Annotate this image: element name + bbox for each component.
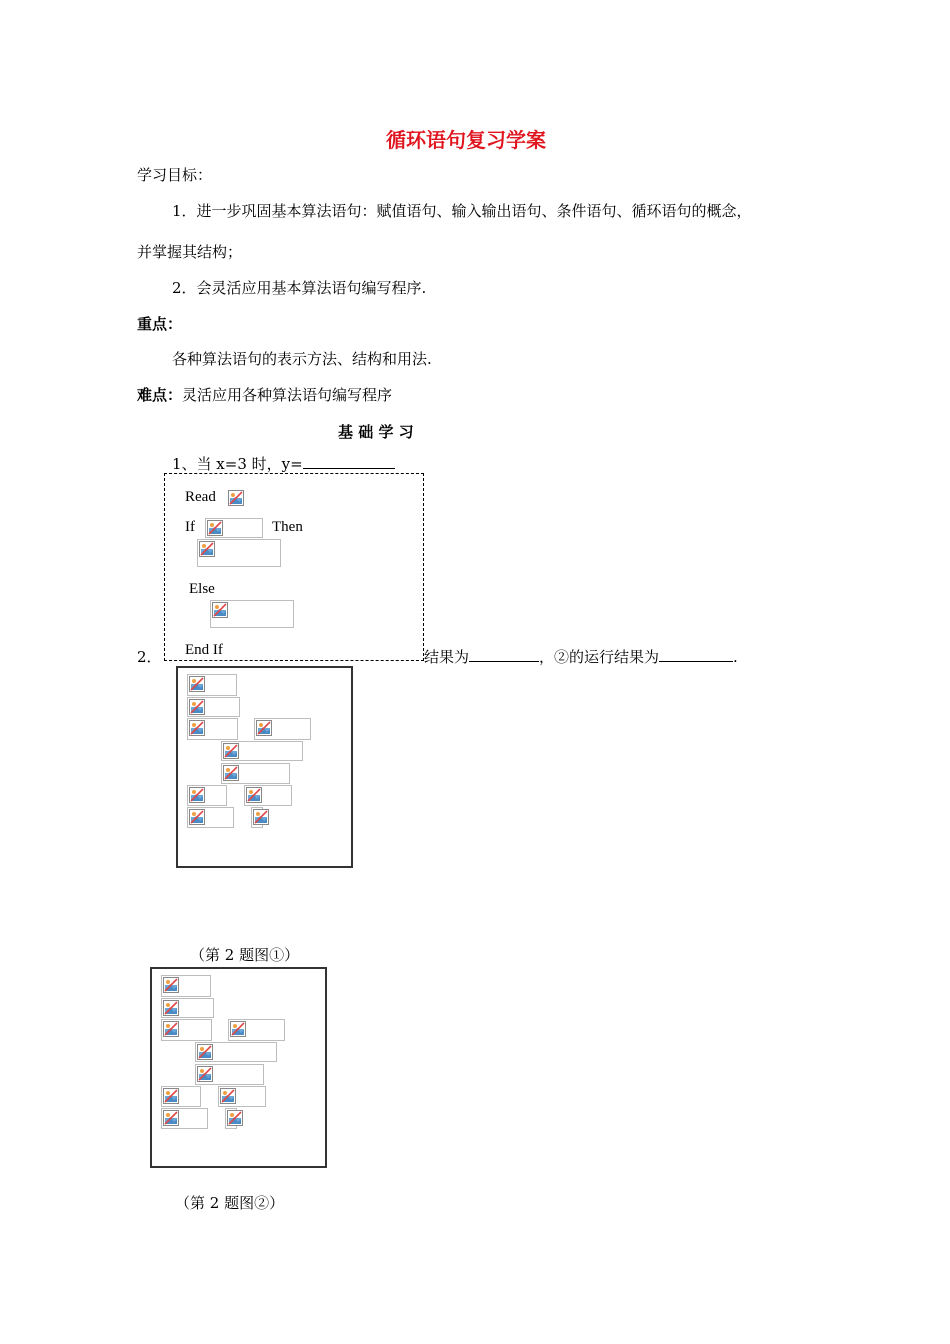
figure-1-caption: （第 2 题图①） bbox=[190, 946, 300, 964]
objective-1-line-2: 并掌握其结构； bbox=[137, 243, 243, 261]
key-label: 重点： bbox=[137, 315, 183, 333]
objectives-label: 学习目标： bbox=[137, 166, 213, 184]
broken-image-icon bbox=[189, 809, 205, 825]
broken-image-icon bbox=[246, 787, 262, 803]
key-text: 各种算法语句的表示方法、结构和用法. bbox=[172, 350, 432, 368]
broken-image-icon bbox=[163, 1000, 179, 1016]
difficulty-label: 难点： bbox=[137, 386, 183, 404]
broken-image-icon bbox=[212, 602, 228, 618]
broken-image-icon bbox=[223, 765, 239, 781]
broken-image-icon bbox=[163, 1088, 179, 1104]
broken-image-icon bbox=[253, 809, 269, 825]
broken-image-icon bbox=[199, 541, 215, 557]
question-2-number: 2． bbox=[137, 648, 162, 666]
broken-image-icon bbox=[227, 1110, 243, 1126]
broken-image-icon bbox=[228, 490, 244, 506]
code-then: Then bbox=[272, 519, 303, 535]
difficulty-row bbox=[137, 384, 392, 405]
code-end-if: End If bbox=[185, 642, 223, 658]
figure-2-caption: （第 2 题图②） bbox=[175, 1194, 285, 1212]
broken-image-icon bbox=[163, 1110, 179, 1126]
question-2-text bbox=[424, 646, 738, 667]
broken-image-icon bbox=[230, 1021, 246, 1037]
question-2-text-a: 结果为 bbox=[424, 648, 470, 666]
broken-image-icon bbox=[163, 977, 179, 993]
objective-2: 2．会灵活应用基本算法语句编写程序. bbox=[172, 279, 427, 297]
answer-blank-2a[interactable] bbox=[469, 647, 539, 662]
broken-image-icon bbox=[220, 1088, 236, 1104]
question-1-prefix: 1、当 x=3 时，y= bbox=[172, 455, 303, 473]
broken-image-icon bbox=[189, 720, 205, 736]
broken-image-icon bbox=[189, 676, 205, 692]
page-title: 循环语句复习学案 bbox=[386, 128, 546, 152]
difficulty-text: 灵活应用各种算法语句编写程序 bbox=[182, 386, 393, 404]
code-else: Else bbox=[189, 581, 215, 597]
broken-image-icon bbox=[189, 699, 205, 715]
broken-image-icon bbox=[197, 1044, 213, 1060]
answer-blank-2b[interactable] bbox=[659, 647, 733, 662]
answer-blank-1[interactable] bbox=[303, 454, 395, 469]
code-if: If bbox=[185, 519, 195, 535]
code-read: Read bbox=[185, 489, 216, 505]
question-2-text-b: ，②的运行结果为 bbox=[539, 648, 660, 666]
broken-image-icon bbox=[207, 520, 223, 536]
question-2-text-end: . bbox=[733, 648, 738, 666]
objective-1-line-1: 1．进一步巩固基本算法语句：赋值语句、输入输出语句、条件语句、循环语句的概念， bbox=[172, 202, 752, 220]
broken-image-icon bbox=[189, 787, 205, 803]
broken-image-icon bbox=[163, 1021, 179, 1037]
broken-image-icon bbox=[197, 1066, 213, 1082]
section-heading: 基 础 学 习 bbox=[338, 423, 414, 441]
broken-image-icon bbox=[256, 720, 272, 736]
broken-image-icon bbox=[223, 743, 239, 759]
question-1 bbox=[172, 453, 395, 474]
